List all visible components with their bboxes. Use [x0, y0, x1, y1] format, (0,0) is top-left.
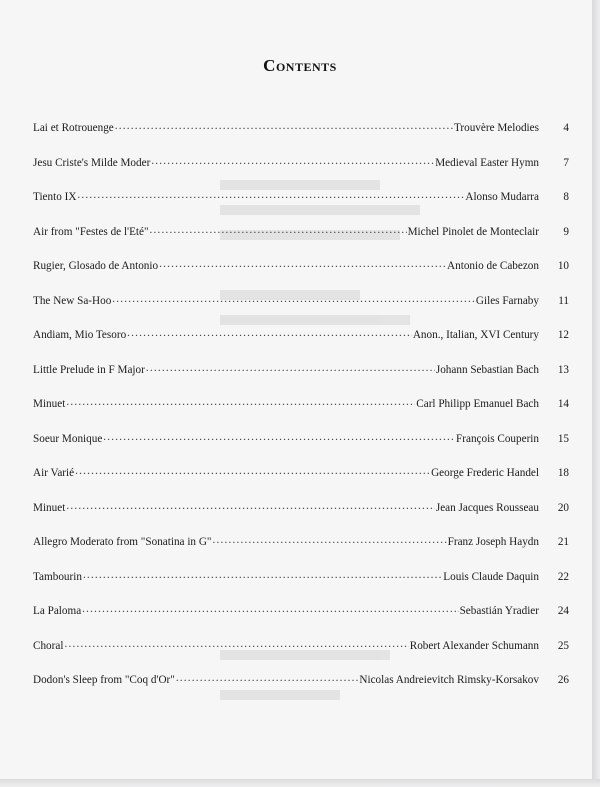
composer-name: Robert Alexander Schumann — [409, 639, 539, 652]
page-number: 26 — [557, 674, 569, 686]
page-number: 8 — [563, 191, 569, 203]
page-number: 22 — [557, 570, 569, 583]
page-number: 21 — [557, 536, 569, 548]
toc-entry[interactable] — [33, 188, 569, 223]
composer-name: Medieval Easter Hymn — [435, 156, 539, 169]
piece-title: Dodon's Sleep from "Coq d'Or" — [33, 674, 175, 686]
table-of-contents — [33, 119, 569, 706]
dot-leader — [75, 464, 430, 476]
piece-title: Tiento IX — [33, 191, 77, 203]
toc-entry[interactable] — [33, 602, 569, 637]
composer-name: Anon., Italian, XVI Century — [412, 329, 539, 341]
piece-title: Jesu Criste's Milde Moder — [33, 156, 151, 169]
toc-entry[interactable] — [33, 499, 569, 534]
piece-title: Minuet — [33, 398, 66, 410]
toc-entry[interactable] — [33, 326, 569, 361]
toc-entry[interactable] — [33, 292, 569, 327]
contents-title: Contents — [263, 56, 337, 75]
composer-name: Johann Sebastian Bach — [435, 363, 539, 376]
dot-leader — [127, 326, 412, 338]
composer-name: Giles Farnaby — [475, 294, 539, 307]
page-number: 11 — [558, 294, 569, 307]
piece-title: Minuet — [33, 501, 66, 514]
composer-name: Michel Pinolet de Monteclair — [407, 225, 539, 238]
dot-leader — [83, 568, 442, 580]
toc-entry[interactable] — [33, 257, 569, 292]
dot-leader — [112, 292, 475, 304]
piece-title: The New Sa-Hoo — [33, 294, 112, 307]
composer-name: Sebastián Yradier — [459, 605, 539, 617]
dot-leader — [66, 499, 435, 511]
piece-title: Little Prelude in F Major — [33, 363, 145, 376]
toc-entry[interactable] — [33, 464, 569, 499]
page-number: 10 — [557, 260, 569, 272]
composer-name: Alonso Mudarra — [465, 191, 539, 203]
dot-leader — [159, 257, 446, 269]
toc-entry[interactable] — [33, 671, 569, 706]
composer-name: Trouvère Melodies — [453, 122, 539, 134]
dot-leader — [150, 223, 407, 235]
page-number: 20 — [557, 501, 569, 514]
composer-name: François Couperin — [456, 432, 539, 445]
page-number: 14 — [557, 398, 569, 410]
composer-name: Franz Joseph Haydn — [447, 536, 539, 548]
dot-leader — [146, 361, 435, 373]
page-number: 25 — [557, 639, 569, 652]
toc-entry[interactable] — [33, 119, 569, 154]
dot-leader — [115, 119, 453, 131]
piece-title: La Paloma — [33, 605, 82, 617]
dot-leader — [64, 637, 408, 649]
piece-title: Air from "Festes de l'Eté" — [33, 225, 149, 238]
dot-leader — [82, 602, 458, 614]
page-number: 18 — [557, 467, 569, 479]
page-edge-bottom — [0, 779, 600, 787]
piece-title: Choral — [33, 639, 64, 652]
toc-entry[interactable] — [33, 568, 569, 603]
dot-leader — [66, 395, 415, 407]
toc-entry[interactable] — [33, 533, 569, 568]
toc-entry[interactable] — [33, 361, 569, 396]
toc-entry[interactable] — [33, 395, 569, 430]
composer-name: Nicolas Andreievitch Rimsky-Korsakov — [359, 674, 539, 686]
dot-leader — [77, 188, 464, 200]
toc-entry[interactable] — [33, 637, 569, 672]
page-number: 24 — [557, 605, 569, 617]
toc-entry[interactable] — [33, 154, 569, 189]
page-number: 12 — [557, 329, 569, 341]
piece-title: Allegro Moderato from "Sonatina in G" — [33, 536, 212, 548]
piece-title: Soeur Monique — [33, 432, 103, 445]
page-number: 9 — [563, 225, 569, 238]
page-number: 4 — [563, 122, 569, 134]
toc-entry[interactable] — [33, 430, 569, 465]
dot-leader — [103, 430, 455, 442]
page-edge-right — [592, 0, 600, 787]
toc-entry[interactable] — [33, 223, 569, 258]
piece-title: Tambourin — [33, 570, 82, 583]
dot-leader — [212, 533, 446, 545]
page-number: 15 — [557, 432, 569, 445]
composer-name: Jean Jacques Rousseau — [435, 501, 539, 514]
page-number: 7 — [563, 156, 569, 169]
composer-name: Antonio de Cabezon — [447, 260, 539, 272]
piece-title: Air Varié — [33, 467, 75, 479]
piece-title: Lai et Rotrouenge — [33, 122, 114, 134]
dot-leader — [176, 671, 359, 683]
piece-title: Andiam, Mio Tesoro — [33, 329, 127, 341]
dot-leader — [151, 154, 434, 166]
composer-name: Louis Claude Daquin — [443, 570, 539, 583]
composer-name: George Frederic Handel — [431, 467, 539, 479]
piece-title: Rugier, Glosado de Antonio — [33, 260, 159, 272]
page-number: 13 — [557, 363, 569, 376]
composer-name: Carl Philipp Emanuel Bach — [416, 398, 539, 410]
